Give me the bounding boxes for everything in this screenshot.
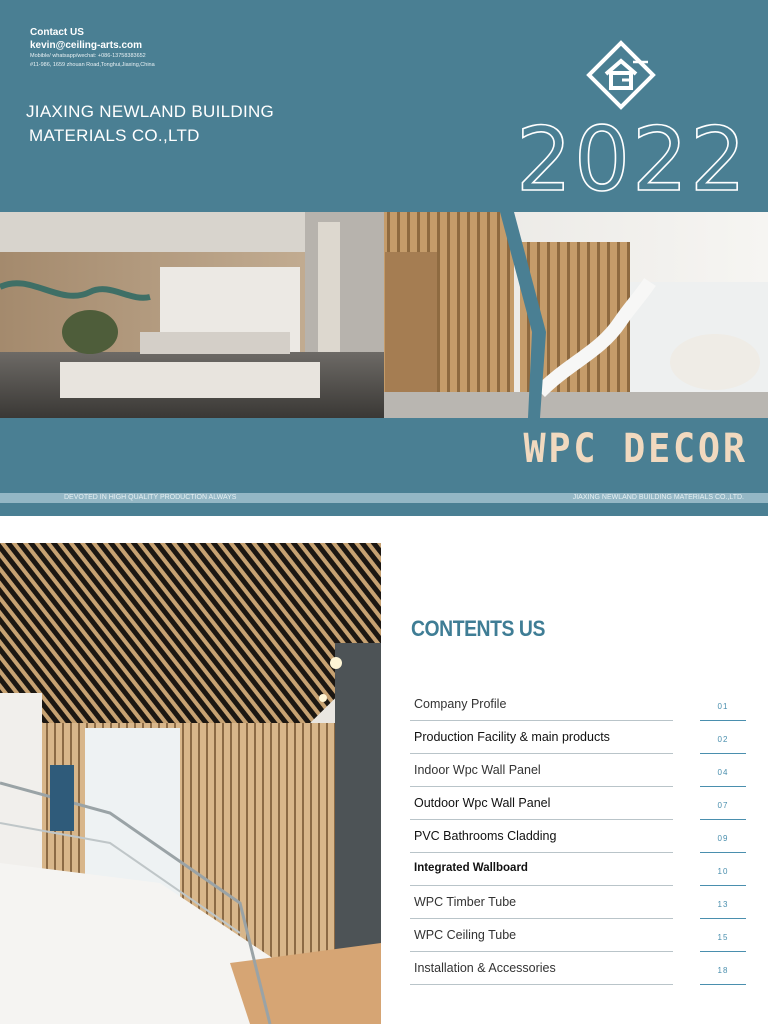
toc-label: Production Facility & main products bbox=[414, 730, 610, 744]
toc-row-integrated-wallboard[interactable] bbox=[410, 853, 746, 886]
interior-photo-strip bbox=[0, 212, 768, 418]
toc-page-number: 09 bbox=[717, 834, 729, 843]
table-of-contents bbox=[410, 688, 746, 985]
year-outline-graphic bbox=[512, 116, 752, 198]
toc-row-outdoor-wall-panel[interactable] bbox=[410, 787, 746, 820]
contact-phone: Mobible/ whatsapp/wechat: +086-13758383652 bbox=[30, 53, 146, 59]
toc-page-number: 10 bbox=[717, 867, 729, 876]
toc-row-timber-tube[interactable] bbox=[410, 886, 746, 919]
toc-row-company-profile[interactable] bbox=[410, 688, 746, 721]
company-name bbox=[26, 100, 274, 148]
house-logo-icon bbox=[586, 40, 656, 110]
toc-label: Indoor Wpc Wall Panel bbox=[414, 763, 541, 777]
toc-page-underline bbox=[700, 984, 746, 985]
cover-title: WPC DECOR bbox=[523, 426, 748, 472]
toc-row-ceiling-tube[interactable] bbox=[410, 919, 746, 952]
toc-page-number: 15 bbox=[717, 933, 729, 942]
contact-email[interactable]: kevin@ceiling-arts.com bbox=[30, 40, 143, 51]
toc-page-number: 07 bbox=[717, 801, 729, 810]
tagline-bar bbox=[0, 493, 768, 503]
toc-row-indoor-wall-panel[interactable] bbox=[410, 754, 746, 787]
year-text: 2022 bbox=[516, 116, 748, 198]
toc-label: PVC Bathrooms Cladding bbox=[414, 829, 557, 843]
contact-address: #11-986, 1659 zhouan Road,Tonghui,Jiaxing,China bbox=[30, 62, 155, 68]
toc-label: Outdoor Wpc Wall Panel bbox=[414, 796, 551, 810]
tagline-left: DEVOTED IN HIGH QUALITY PRODUCTION ALWAYS bbox=[64, 494, 237, 501]
staircase-image bbox=[0, 543, 381, 1024]
tagline-right: JIAXING NEWLAND BUILDING MATERIALS CO.,LTD. bbox=[572, 494, 744, 501]
toc-page-number: 02 bbox=[717, 735, 729, 744]
toc-label: Installation & Accessories bbox=[414, 961, 556, 975]
contact-heading: Contact US bbox=[30, 27, 84, 38]
toc-label: WPC Timber Tube bbox=[414, 895, 517, 909]
toc-page-number: 04 bbox=[717, 768, 729, 777]
toc-page-number: 01 bbox=[717, 702, 729, 711]
contents-title: CONTENTS US bbox=[411, 616, 545, 641]
toc-row-installation[interactable] bbox=[410, 952, 746, 985]
company-name-line2: MATERIALS CO.,LTD bbox=[29, 126, 200, 145]
staircase-photo bbox=[0, 543, 381, 1024]
interior-photo bbox=[0, 212, 768, 418]
toc-divider bbox=[410, 984, 673, 985]
contact-block bbox=[30, 26, 155, 70]
toc-label: Company Profile bbox=[414, 697, 507, 711]
toc-label: WPC Ceiling Tube bbox=[414, 928, 517, 942]
toc-row-pvc-bathrooms[interactable] bbox=[410, 820, 746, 853]
company-name-line1: JIAXING NEWLAND BUILDING bbox=[26, 102, 275, 121]
toc-label: Integrated Wallboard bbox=[414, 862, 528, 874]
toc-row-production-facility[interactable] bbox=[410, 721, 746, 754]
toc-page-number: 18 bbox=[717, 966, 729, 975]
toc-page-number: 13 bbox=[717, 900, 729, 909]
